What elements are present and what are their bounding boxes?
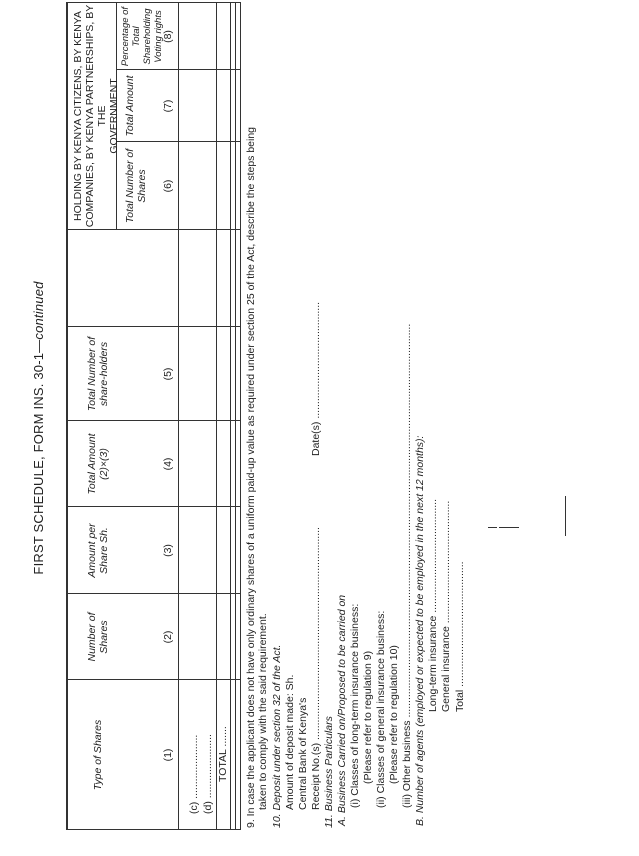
col-header-type-of-shares <box>92 680 104 830</box>
col-number: (2) <box>162 630 174 644</box>
header-text: Type of Shares <box>92 719 104 791</box>
table-row-total: TOTAL ....... <box>217 726 229 782</box>
group-header <box>72 4 120 228</box>
col-header-number-of-shares <box>86 594 110 680</box>
item-10-heading: 10. Deposit under section 32 of the Act. <box>271 644 283 828</box>
header-text: Amount per <box>86 523 98 578</box>
item-11-a-i: (i) Classes of long-term insurance business: <box>349 603 361 808</box>
item-11-a: A. Business Carried on/Proposed to be carried on <box>336 594 348 826</box>
col-number: (1) <box>162 748 174 762</box>
table-top-border <box>66 2 68 830</box>
total-rule-upper <box>488 527 519 528</box>
header-text: (2)×(3) <box>98 448 110 480</box>
item-11-a-ii: (ii) Classes of general insurance business: <box>375 610 387 808</box>
item-11-b-total: Total ........................................... <box>454 561 466 712</box>
item-11-a-iii: (iii) Other business ....................................................................................................................................... <box>401 323 413 808</box>
shares-table <box>66 2 260 830</box>
col-header-amount-per-share <box>86 507 110 594</box>
header-text: Total Amount <box>124 75 136 137</box>
page-title <box>31 0 46 856</box>
item-10-dates: Date(s) ........................................ <box>310 301 322 456</box>
item-11-b-long-term: Long-term insurance ....................................... <box>427 499 439 712</box>
item-11-a-i-note: (Please refer to regulation 9) <box>362 650 374 784</box>
item-9-line1: 9. In case the applicant does not have only ordinary shares of a uniform paid-up value as required under section 25 of the Act, describe the steps being <box>245 126 257 828</box>
group-header-line: HOLDING BY KENYA CITIZENS, BY KENYA <box>72 11 84 221</box>
col-number: (6) <box>162 179 174 193</box>
header-text: Total Number of <box>86 336 98 412</box>
table-bottom-border <box>240 2 241 830</box>
item-10-central-bank: Central Bank of Kenya's <box>297 697 309 810</box>
header-text: Total Amount <box>86 433 98 495</box>
table-bottom-border-inner <box>235 2 236 830</box>
col-number: (3) <box>162 544 174 557</box>
header-text: Shares <box>98 620 110 654</box>
table-row-c: (c) ...................... <box>188 734 200 814</box>
title-text: FIRST SCHEDULE, FORM INS. 30-1 <box>31 352 46 575</box>
item-9-line2: taken to comply with the said requirement. <box>257 613 269 810</box>
header-bottom-border <box>178 2 179 830</box>
col-number: (8) <box>162 30 174 43</box>
header-text: Shares <box>136 169 148 203</box>
col-header-total-shareholders <box>86 327 110 421</box>
item-10-deposit-amount: Amount of deposit made: Sh. <box>284 674 296 810</box>
item-11-a-ii-note: (Please refer to regulation 10) <box>388 645 400 784</box>
item-11-b: B. Number of agents (employed or expected to be employed in the next 12 months): <box>414 435 426 826</box>
col-number: (5) <box>162 367 174 381</box>
group-header-line: GOVERNMENT <box>108 78 120 154</box>
col-header-holding-shares <box>124 142 148 230</box>
item-11-heading: 11. Business Particulars <box>323 716 335 828</box>
col-border-6 <box>66 229 241 230</box>
header-text: Percentage of Total <box>120 6 142 67</box>
col-header-total-amount <box>86 421 110 507</box>
group-header-line: COMPANIES, BY KENYA PARTNERSHIPS, BY THE <box>84 4 108 228</box>
col-header-holding-amount <box>124 70 136 142</box>
title-continued: —continued <box>31 281 46 353</box>
total-rule-gap <box>497 527 499 528</box>
col-number: (4) <box>162 457 174 471</box>
col-number: (7) <box>162 99 174 113</box>
total-row-bottom <box>230 2 231 830</box>
table-row-d: (d) ...................... <box>202 734 214 814</box>
header-text: Voting rights <box>153 10 164 63</box>
item-11-b-general: General insurance .......................................... <box>440 500 452 712</box>
header-text: Share Sh. <box>98 527 110 574</box>
header-text: Shareholding <box>142 8 153 65</box>
header-text: Number of <box>86 612 98 662</box>
header-text: Total Number of <box>124 148 136 224</box>
right-rule <box>565 496 566 536</box>
col-header-percentage <box>120 3 164 70</box>
item-10-receipt-no: Receipt No.(s) ......................................................................... <box>310 527 322 810</box>
total-row-divider <box>216 2 217 830</box>
header-text: share-holders <box>98 341 110 407</box>
